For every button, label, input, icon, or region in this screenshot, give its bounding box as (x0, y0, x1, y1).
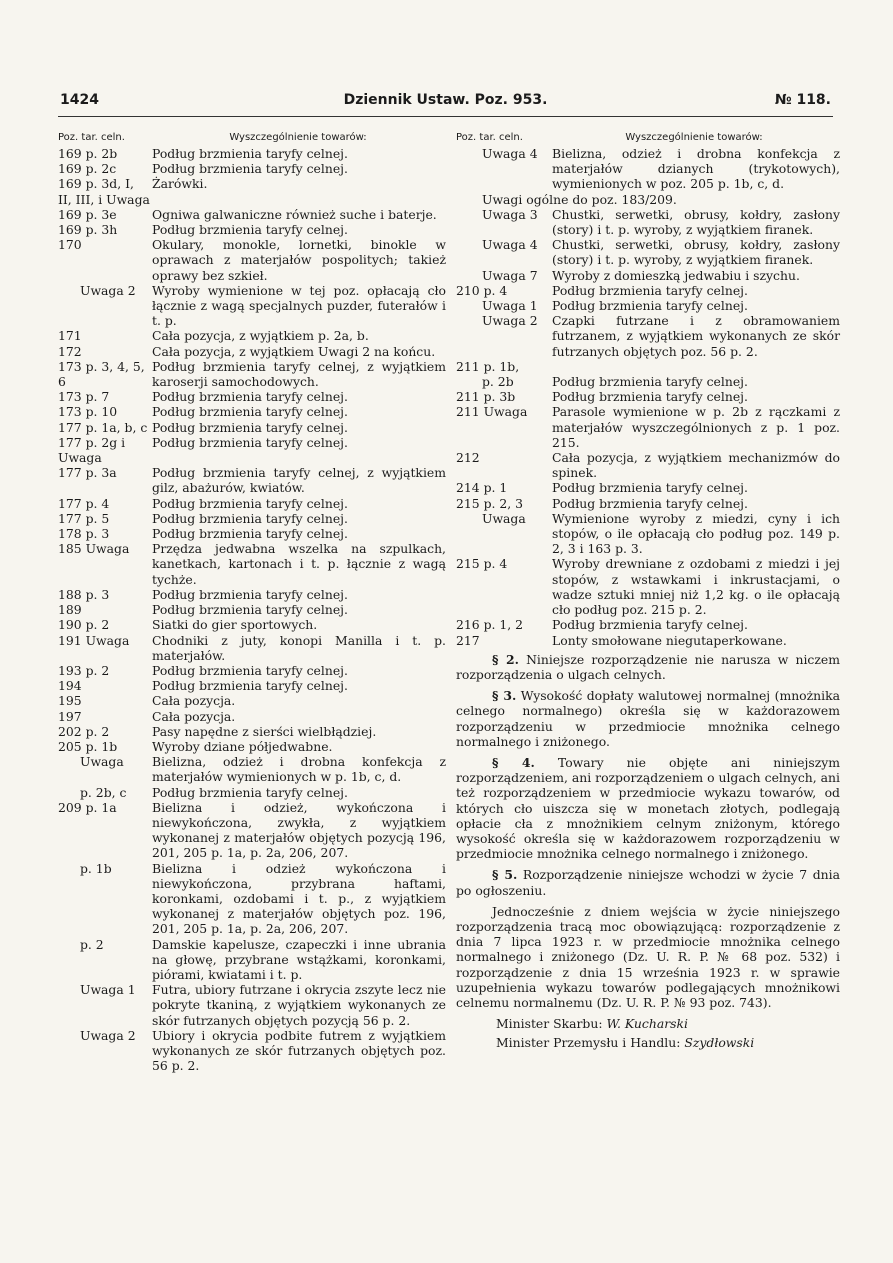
goods-description: Podług brzmienia taryfy celnej. (552, 495, 748, 511)
issue-number: № 118. (774, 92, 831, 108)
paragraph-text: Towary nie objęte ani niniejszym rozporządzeniem, ani rozporządzeniem o ulgach celnych, ani też rozporządzeniem w przedmiocie wykazu towarów, od których cło uiszcza się w monetach złotych, podlegają opłacie cła z mnożnikiem celnym zniżonym, którego wysokość określa się w każdorazowem rozporządzeniu w przedmiocie mnożnika celnego normalnego i zniżonego. (456, 754, 840, 862)
tariff-entry (456, 237, 840, 267)
tariff-position: Uwaga 4 (482, 237, 538, 253)
goods-description (552, 359, 840, 374)
section-paragraph (456, 688, 840, 749)
tariff-position: 194 (58, 678, 82, 694)
goods-description: Podług brzmienia taryfy celnej. (152, 662, 348, 678)
goods-description: Podług brzmienia taryfy celnej. (152, 602, 348, 618)
tariff-entry (58, 754, 446, 784)
tariff-position: Uwaga 1 (80, 982, 136, 998)
tariff-position: 178 p. 3 (58, 526, 110, 542)
tariff-position: 214 p. 1 (456, 480, 508, 496)
goods-description: Podług brzmienia taryfy celnej. (152, 678, 348, 694)
goods-description: Wyroby dziane półjedwabne. (152, 738, 333, 754)
tariff-position: 205 p. 1b (58, 738, 118, 754)
paragraph-text: Rozporządzenie niniejsze wchodzi w życie 7 dnia po ogłoszeniu. (456, 867, 840, 898)
tariff-entry (456, 617, 840, 632)
tariff-position: Uwaga (482, 510, 526, 526)
tariff-position: p. 2b, c (80, 784, 127, 800)
goods-description: Podług brzmienia taryfy celnej. (152, 434, 348, 450)
tariff-position: p. 1b (80, 860, 112, 876)
tariff-position: 202 p. 2 (58, 723, 110, 739)
description-header: Wyszczególnienie towarów: (625, 131, 763, 143)
tariff-entry (456, 146, 840, 192)
goods-description: Wyroby wymienione w tej poz. opłacają cło łącznie z wagą specjalnych puzder, futerałów i t. p. (152, 282, 446, 329)
paragraph-section (456, 652, 840, 1010)
goods-description: Cała pozycja. (152, 708, 236, 724)
tariff-entry (58, 161, 446, 176)
goods-description: Damskie kapelusze, czapeczki i inne ubrania na głowę, przybrane wstążkami, koronkami, piórami, kwiatami i t. p. (152, 936, 446, 982)
tariff-entry (58, 511, 446, 526)
tariff-position: 169 p. 2b (58, 146, 118, 161)
tariff-entry (58, 465, 446, 495)
tariff-position: 217 (456, 632, 480, 648)
tariff-entry (456, 404, 840, 450)
tariff-entry (456, 480, 840, 495)
goods-description: Podług brzmienia taryfy celnej. (552, 389, 748, 405)
goods-description: Cała pozycja, z wyjątkiem mechanizmów do spinek. (552, 450, 840, 481)
signature-line (456, 1016, 840, 1031)
goods-description: Podług brzmienia taryfy celnej. (552, 480, 748, 496)
tariff-position: Uwaga (80, 754, 124, 770)
goods-description: Bielizna, odzież i drobna konfekcja z materjałów dzianych (trykotowych), wymienionych w poz. 205 p. 1b, c, d. (552, 146, 840, 192)
tariff-position: 211 p. 1b, (456, 358, 520, 374)
paragraph-text: Niniejsze rozporządzenie nie narusza w niczem rozporządzenia o ulgach celnych. (456, 651, 840, 682)
tariff-position: II, III, i Uwaga (58, 191, 150, 207)
goods-description: Czapki futrzane i z obramowaniem futrzanem, z wyjątkiem wykonanych ze skór futrzanych objętych poz. 56 p. 2. (552, 313, 840, 359)
goods-description: Podług brzmienia taryfy celnej. (152, 161, 348, 177)
tariff-position: 212 (456, 450, 480, 466)
goods-description: Ubiory i okrycia podbite futrem z wyjątkiem wykonanych ze skór futrzanych objętych poz. 56 p. 2. (152, 1027, 446, 1074)
tariff-position: 172 (58, 343, 82, 359)
tariff-position: 193 p. 2 (58, 662, 110, 678)
tariff-position: 177 p. 2g i Uwaga (58, 434, 126, 466)
tariff-entry (58, 1028, 446, 1074)
goods-description: Chodniki z juty, konopi Manilla i t. p. materjałów. (152, 632, 446, 663)
tariff-entry (58, 602, 446, 617)
goods-description (152, 192, 446, 207)
signatory-name: Szydłowski (684, 1035, 755, 1051)
tariff-position: 169 p. 3d, I, (58, 176, 134, 192)
goods-description: Podług brzmienia taryfy celnej. (152, 419, 348, 435)
tariff-position: p. 2b (482, 374, 514, 390)
tariff-position: 211 Uwaga (456, 404, 528, 420)
tariff-position: 210 p. 4 (456, 282, 508, 298)
tariff-position: 177 p. 4 (58, 495, 110, 511)
right-entry-list (456, 146, 840, 648)
goods-description: Wyroby drewniane z ozdobami z miedzi i jej stopów, z wstawkami i inkrustacjami, o wadze sztuki mniej niż 1,2 kg. o ile opłacają cło podług poz. 215 p. 2. (552, 556, 840, 618)
goods-description: Podług brzmienia taryfy celnej. (152, 586, 348, 602)
tariff-entry (58, 359, 446, 389)
goods-description: Przędza jedwabna wszelka na szpulkach, kanetkach, kartonach i t. p. łącznie z wagą tychże. (152, 541, 446, 587)
goods-description: Bielizna, odzież i drobna konfekcja z materjałów wymienionych w p. 1b, c, d. (152, 754, 446, 785)
tariff-entry (456, 633, 840, 648)
tariff-entry (58, 435, 446, 465)
tariff-entry (456, 268, 840, 283)
tariff-entry (58, 739, 446, 754)
tariff-position: Uwaga 2 (80, 1027, 136, 1043)
tariff-entry (58, 237, 446, 283)
tariff-entry (456, 496, 840, 511)
goods-description: Podług brzmienia taryfy celnej. (152, 146, 348, 161)
tariff-position: 177 p. 3a (58, 465, 117, 481)
goods-description: Podług brzmienia taryfy celnej, z wyjątkiem karoserji samochodowych. (152, 358, 446, 390)
section-mark: § 5. (492, 867, 518, 883)
paragraph-text: Jednocześnie z dniem wejścia w życie niniejszego rozporządzenia tracą moc obowiązującą: rozporządzenie z dnia 7 lipca 1923 r. w przedmiocie mnożnika celnego normalnego i zniżonego (Dz. U. R. P. № 68 poz. 532) i rozporządzenie z dnia 15 września 1923 r. w sprawie uzupełnienia wykazu towarów podlegających mnożnikowi celnemu normalnemu (Dz. U. R. P. № 93 poz. 743). (456, 903, 840, 1010)
tariff-position: 169 p. 3h (58, 222, 118, 238)
tariff-position: 169 p. 3e (58, 206, 117, 222)
tariff-position: 189 (58, 602, 82, 618)
signatory-name: W. Kucharski (606, 1016, 688, 1032)
tariff-entry (58, 420, 446, 435)
goods-description: Wymienione wyroby z miedzi, cyny i ich stopów, o ile opłacają cło podług poz. 149 p. 2, 3 i 163 p. 3. (552, 510, 840, 557)
tariff-entry (58, 861, 446, 937)
goods-description: Siatki do gier sportowych. (152, 617, 318, 633)
tariff-position: 197 (58, 708, 82, 724)
tariff-entry (58, 389, 446, 404)
tariff-entry (58, 283, 446, 329)
right-column-header (456, 128, 840, 146)
goods-description: Chustki, serwetki, obrusy, kołdry, zasłony (story) i t. p. wyroby, z wyjątkiem firanek. (552, 206, 840, 238)
tariff-entry (58, 982, 446, 1028)
goods-description: Okulary, monokle, lornetki, binokle w oprawach z materjałów pospolitych; takież oprawy bez szkieł. (152, 237, 446, 283)
tariff-position: 215 p. 4 (456, 556, 508, 572)
tariff-entry (456, 298, 840, 313)
page-number: 1424 (60, 92, 99, 108)
tariff-position: 209 p. 1a (58, 799, 117, 815)
section-paragraph (456, 755, 840, 861)
goods-description: Podług brzmienia taryfy celnej. (152, 526, 348, 542)
tariff-entry (58, 587, 446, 602)
tariff-entry (58, 709, 446, 724)
description-header: Wyszczególnienie towarów: (229, 131, 367, 143)
tariff-position: Uwaga 2 (80, 282, 136, 298)
tariff-entry (58, 800, 446, 861)
tariff-position: 169 p. 2c (58, 161, 117, 177)
section-paragraph (456, 867, 840, 897)
tariff-position: 177 p. 1a, b, c (58, 419, 148, 435)
goods-description: Pasy napędne z sierści wielbłądziej. (152, 723, 377, 739)
tariff-entry (58, 222, 446, 237)
tariff-entry (58, 328, 446, 343)
tariff-position: 188 p. 3 (58, 586, 110, 602)
section-mark: § 2. (492, 651, 519, 667)
tariff-entry (58, 633, 446, 663)
position-header: Poz. tar. celn. (58, 131, 125, 143)
tariff-entry (58, 937, 446, 983)
goods-description: Chustki, serwetki, obrusy, kołdry, zasłony (story) i t. p. wyroby, z wyjątkiem firanek. (552, 237, 840, 268)
journal-title: Dziennik Ustaw. Poz. 953. (343, 92, 548, 108)
goods-description: Futra, ubiory futrzane i okrycia zszyte lecz nie pokryte tkaniną, z wyjątkiem wykonanych ze skór futrzanych objętych pozycją 56 p. 2. (152, 982, 446, 1028)
goods-description (677, 192, 840, 207)
signature-line (456, 1035, 840, 1050)
tariff-position: Uwaga 1 (482, 298, 538, 314)
tariff-position: 171 (58, 328, 82, 344)
right-column (456, 128, 840, 1051)
tariff-position: 211 p. 3b (456, 389, 516, 405)
page-header (60, 92, 831, 114)
goods-description: Parasole wymienione w p. 2b z rączkami z materjałów wyszczególnionych z p. 1 poz. 215. (552, 404, 840, 450)
tariff-entry (456, 283, 840, 298)
tariff-position: 191 Uwaga (58, 632, 130, 648)
goods-description: Podług brzmienia taryfy celnej. (552, 617, 748, 633)
tariff-position: 173 p. 3, 4, 5, 6 (58, 358, 145, 390)
tariff-entry (58, 192, 446, 207)
goods-description: Podług brzmienia taryfy celnej. (552, 374, 748, 390)
tariff-entry (456, 207, 840, 237)
section-paragraph (456, 652, 840, 682)
tariff-position: Uwaga 7 (482, 267, 538, 283)
tariff-position: 173 p. 10 (58, 404, 118, 420)
tariff-entry (58, 146, 446, 161)
tariff-position: Uwaga 2 (482, 313, 538, 329)
goods-description: Żarówki. (152, 176, 208, 192)
section-paragraph (456, 904, 840, 1010)
header-rule (58, 116, 833, 117)
tariff-entry (58, 404, 446, 419)
tariff-position: Uwagi ogólne do poz. 183/209. (482, 191, 677, 207)
tariff-entry (456, 450, 840, 480)
tariff-position: 216 p. 1, 2 (456, 617, 524, 633)
goods-description: Podług brzmienia taryfy celnej. (152, 510, 348, 526)
tariff-entry (58, 526, 446, 541)
tariff-entry (456, 389, 840, 404)
tariff-position: Uwaga 4 (482, 146, 538, 161)
left-column-header (58, 128, 446, 146)
goods-description: Cała pozycja, z wyjątkiem p. 2a, b. (152, 328, 369, 344)
tariff-entry (58, 344, 446, 359)
tariff-entry (456, 192, 840, 207)
position-header: Poz. tar. celn. (456, 131, 523, 143)
tariff-position: 170 (58, 237, 82, 253)
signatory-role: Minister Przemysłu i Handlu: (496, 1035, 681, 1051)
tariff-entry (456, 313, 840, 359)
goods-description: Podług brzmienia taryfy celnej. (152, 222, 348, 238)
goods-description: Podług brzmienia taryfy celnej. (152, 784, 348, 800)
tariff-entry (58, 678, 446, 693)
tariff-position: p. 2 (80, 936, 104, 952)
tariff-entry (456, 359, 840, 374)
tariff-entry (58, 207, 446, 222)
tariff-entry (58, 724, 446, 739)
goods-description: Bielizna i odzież wykończona i niewykończona, przybrana haftami, koronkami, ozdobami i t. p., z wyjątkiem wykonanej z materjałów objętych poz. 196, 201, 205 p. 1a, p. 2a, 206, 207. (152, 860, 446, 937)
tariff-entry (456, 556, 840, 617)
tariff-entry (58, 176, 446, 191)
paragraph-text: Wysokość dopłaty walutowej normalnej (mnożnika celnego normalnego) określa się w każdorazowem rozporządzeniu w przedmiocie mnożnika celnego normalnego i zniżonego. (456, 688, 840, 749)
goods-description: Podług brzmienia taryfy celnej. (552, 298, 748, 314)
left-entry-list (58, 146, 446, 1073)
tariff-position: 195 (58, 693, 82, 709)
signatory-role: Minister Skarbu: (496, 1016, 603, 1032)
goods-description: Ogniwa galwaniczne również suche i baterje. (152, 206, 437, 222)
tariff-position: 215 p. 2, 3 (456, 495, 524, 511)
section-mark: § 3. (492, 688, 517, 704)
section-mark: § 4. (492, 754, 535, 770)
tariff-position: 190 p. 2 (58, 617, 110, 633)
tariff-entry (58, 663, 446, 678)
tariff-entry (58, 496, 446, 511)
goods-description: Cała pozycja, z wyjątkiem Uwagi 2 na końcu. (152, 343, 436, 359)
goods-description: Lonty smołowane niegutaperkowane. (552, 632, 787, 648)
goods-description: Podług brzmienia taryfy celnej. (152, 389, 348, 405)
goods-description: Bielizna i odzież, wykończona i niewykończona, zwykła, z wyjątkiem wykonanej z materjałów objętych pozycją 196, 201, 205 p. 1a, p. 2a, 206, 207. (152, 799, 446, 861)
tariff-position: 185 Uwaga (58, 541, 130, 557)
goods-description: Podług brzmienia taryfy celnej. (152, 495, 348, 511)
tariff-entry (58, 693, 446, 708)
goods-description: Podług brzmienia taryfy celnej, z wyjątkiem gilz, abażurów, kwiatów. (152, 465, 446, 496)
tariff-position: 173 p. 7 (58, 389, 110, 405)
tariff-entry (456, 374, 840, 389)
tariff-position: Uwaga 3 (482, 206, 538, 222)
left-column (58, 128, 446, 1073)
goods-description: Cała pozycja. (152, 693, 236, 709)
tariff-entry (58, 541, 446, 587)
signature-block (456, 1016, 840, 1050)
goods-description: Wyroby z domieszką jedwabiu i szychu. (552, 267, 800, 283)
goods-description: Podług brzmienia taryfy celnej. (152, 404, 348, 420)
tariff-position: 177 p. 5 (58, 510, 110, 526)
tariff-entry (58, 617, 446, 632)
goods-description: Podług brzmienia taryfy celnej. (552, 282, 748, 298)
tariff-entry (456, 511, 840, 557)
tariff-entry (58, 785, 446, 800)
